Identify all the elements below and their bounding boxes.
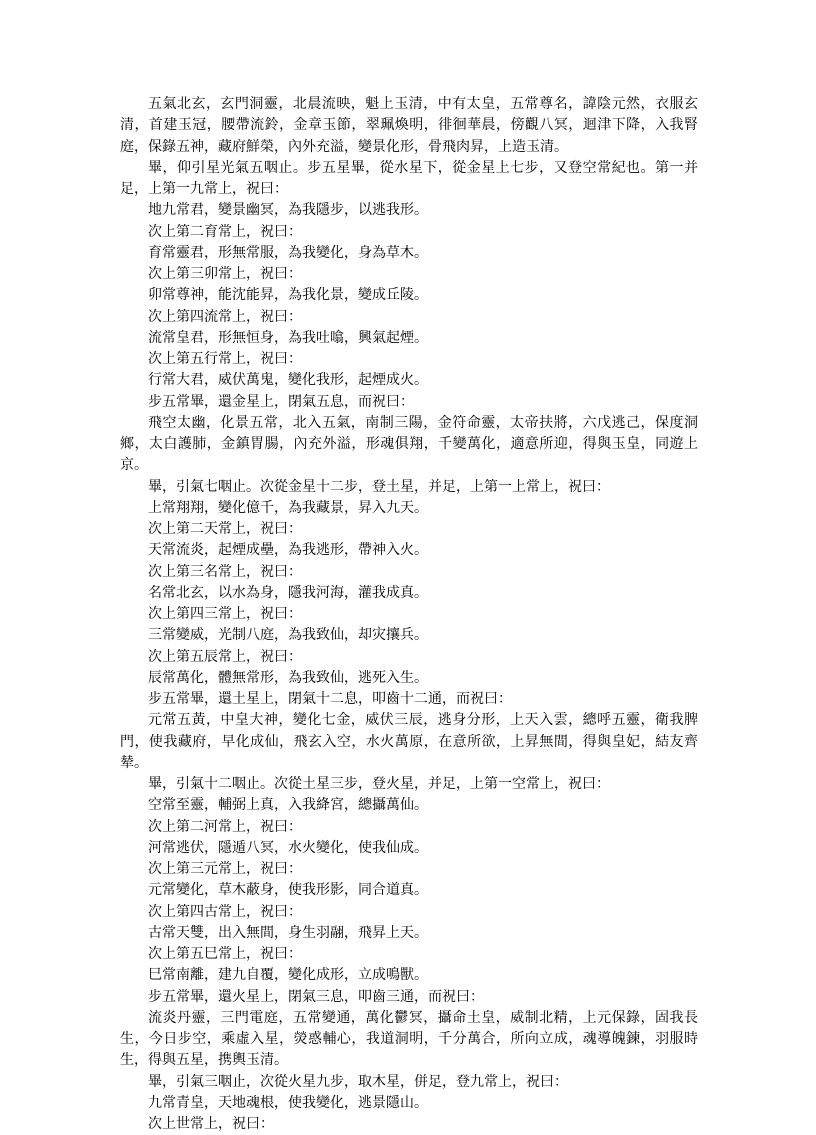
paragraph: 次上第四流常上，祝曰： xyxy=(148,308,302,325)
paragraph: 畢，仰引星光氣五咽止。步五星畢，從水星下，從金星上七步，又登空常紀也。第一并足，上第一九常上，祝曰： xyxy=(120,159,698,197)
paragraph: 地九常君，變景幽冥，為我隱步，以逃我形。 xyxy=(148,202,428,219)
paragraph: 流炎丹靈，三門電庭，五常變通，萬化鬱冥，攝命土皇，威制北精，上元保錄，固我長生，今日步空，乘虛入星，熒惑輔心，我道洞明，千分萬合，所向立成，魂導魄鍊，羽服時生，得與五星，携輿玉清。 xyxy=(120,1009,698,1069)
paragraph: 九常青皇，天地魂根，使我變化，逃景隱山。 xyxy=(148,1094,428,1111)
paragraph: 次上第三卯常上，祝曰： xyxy=(148,266,302,282)
paragraph: 巳常南離，建九自覆，變化成形，立成鳴獸。 xyxy=(148,967,428,984)
paragraph: 次上第二天常上，祝曰： xyxy=(148,521,302,537)
paragraph: 次上第五辰常上，祝曰： xyxy=(148,648,302,665)
paragraph: 次上第三名常上，祝曰： xyxy=(148,563,302,580)
paragraph: 河常逃伏，隱遁八冥，水火變化，使我仙成。 xyxy=(148,839,428,856)
paragraph: 卯常尊神，能沈能昇，為我化景，變成丘陵。 xyxy=(148,287,428,304)
paragraph: 行常大君，威伏萬鬼，變化我形，起煙成火。 xyxy=(148,372,428,389)
paragraph: 次上第四古常上，祝曰： xyxy=(148,903,302,920)
paragraph: 步五常畢，還火星上，閉氣三息，叩齒三通，而祝曰： xyxy=(148,988,484,1005)
paragraph: 天常流炎，起煙成壘，為我逃形，帶神入火。 xyxy=(148,542,428,559)
paragraph: 步五常畢，還金星上，閉氣五息，而祝曰： xyxy=(148,393,414,410)
paragraph: 畢，引氣十二咽止。次從土星三步，登火星，并足，上第一空常上，祝曰： xyxy=(148,776,610,792)
paragraph: 次上第五行常上，祝曰： xyxy=(148,351,302,367)
document-body xyxy=(120,94,698,1135)
paragraph: 次上第二河常上，祝曰： xyxy=(148,818,302,835)
paragraph: 三常變威，光制八庭，為我致仙，却灾攘兵。 xyxy=(148,627,428,644)
paragraph: 名常北玄，以水為身，隱我河海，灌我成真。 xyxy=(148,584,428,601)
paragraph: 辰常萬化，體無常形，為我致仙，逃死入生。 xyxy=(148,669,428,686)
paragraph: 空常至靈，輔弼上真，入我絳宮，總攝萬仙。 xyxy=(148,797,428,814)
paragraph: 育常靈君，形無常服，為我變化，身為草木。 xyxy=(148,244,428,261)
paragraph: 步五常畢，還土星上，閉氣十二息，叩齒十二通，而祝曰： xyxy=(148,691,512,707)
paragraph: 元常變化，草木蔽身，使我形影，同合道真。 xyxy=(148,882,428,899)
paragraph: 流常皇君，形無恒身，為我吐噏，興氣起煙。 xyxy=(148,329,428,346)
paragraph: 元常五黃，中皇大神，變化七金，威伏三辰，逃身分形，上天入雲，總呼五靈，衛我脾門，使我藏府，早化成仙，飛玄入空，水火萬原，在意所欲，上昇無間，得與皇妃，結友齊辇。 xyxy=(120,712,698,771)
paragraph: 次上第四三常上，祝曰： xyxy=(148,606,302,622)
paragraph: 畢，引氣七咽止。次從金星十二步，登土星，并足，上第一上常上，祝曰： xyxy=(148,478,610,495)
paragraph: 五氣北玄，玄門洞靈，北晨流映，魁上玉清，中有太皇，五常尊名，諱陰元然，衣服玄清，首建玉冠，腰帶流鈴，金章玉節，翠珮煥明，徘徊華晨，傍觀八冥，迴津下降，入我腎庭，保錄五神，藏府鮮榮，內外充溢，變景化形，骨飛肉昇，上造玉清。 xyxy=(120,96,698,155)
paragraph: 古常天雙，出入無間，身生羽翮，飛昇上天。 xyxy=(148,924,428,941)
paragraph: 次上世常上，祝曰： xyxy=(148,1116,274,1132)
paragraph: 次上第二育常上，祝曰： xyxy=(148,223,302,240)
paragraph: 上常翔翔，變化億千，為我藏景，昇入九天。 xyxy=(148,499,428,516)
paragraph: 飛空太幽，化景五常，北入五氣，南制三陽，金符命靈，太帝扶將，六戊逃己，保度洞鄉，太白護肺，金鎮胃腸，內充外溢，形魂俱翔，千變萬化，適意所迎，得與玉皇，同遊上京。 xyxy=(120,414,698,474)
paragraph: 次上第五巳常上，祝曰： xyxy=(148,946,302,962)
paragraph: 畢，引氣三咽止，次從火星九步，取木星，併足，登九常上，祝曰： xyxy=(148,1073,568,1090)
paragraph: 次上第三元常上，祝曰： xyxy=(148,861,302,877)
